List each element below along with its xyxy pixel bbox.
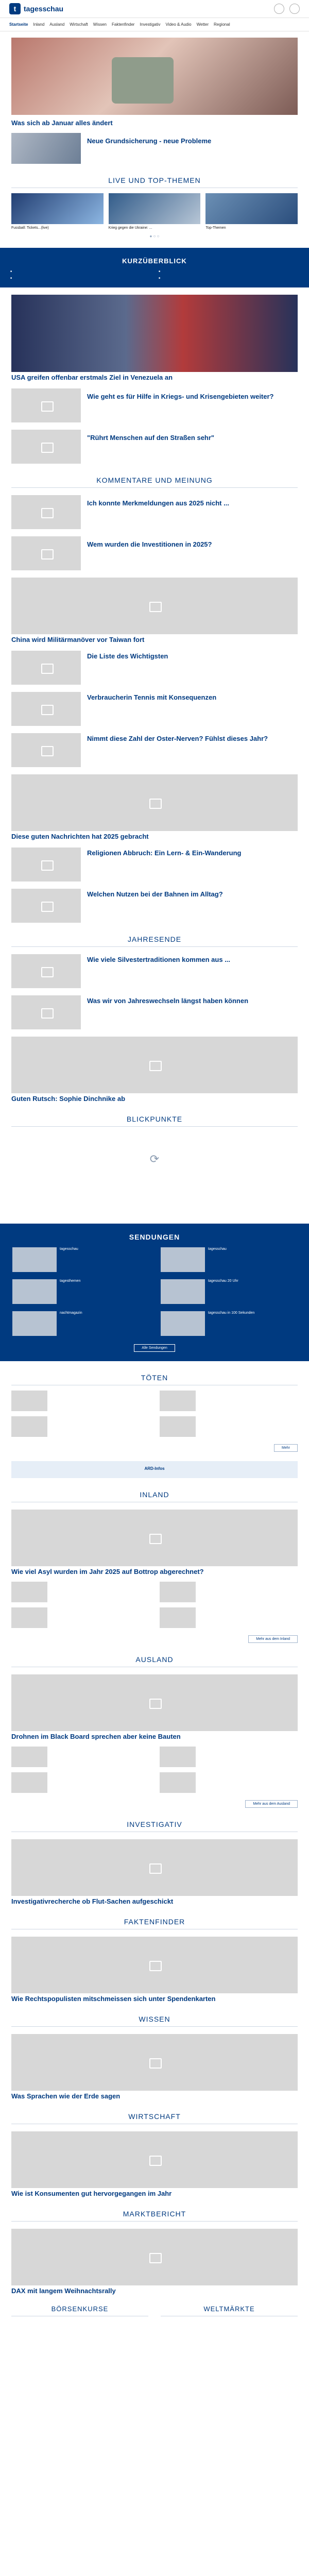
live-card[interactable] (109, 193, 201, 230)
sendung-image[interactable] (161, 1311, 205, 1336)
section-title-ausland: AUSLAND (11, 1655, 298, 1667)
nav-item[interactable]: Wetter (196, 22, 209, 27)
overview-item[interactable] (159, 277, 299, 280)
image-placeholder[interactable] (11, 651, 81, 685)
overview-item[interactable] (10, 277, 150, 280)
story-headline[interactable]: Wie geht es für Hilfe in Kriegs- und Krisengebieten weiter? (87, 393, 274, 400)
image-placeholder[interactable] (11, 1839, 298, 1896)
toten-grid (11, 1391, 298, 1437)
sendung-title[interactable]: tagesthemen (60, 1279, 81, 1283)
list-item[interactable] (11, 1772, 149, 1793)
live-carousel (11, 193, 298, 230)
list-item[interactable] (160, 1391, 298, 1411)
list-item[interactable] (11, 536, 298, 570)
image-placeholder[interactable] (11, 692, 81, 726)
image-placeholder[interactable] (160, 1772, 196, 1793)
list-item[interactable] (11, 1416, 149, 1437)
section-title-marktbericht: MARKTBERICHT (11, 2210, 298, 2222)
search-icon[interactable] (274, 4, 284, 14)
section-title-blickpunkte: BLICKPUNKTE (11, 1115, 298, 1127)
list-item[interactable] (11, 1391, 149, 1411)
image-placeholder[interactable] (11, 2034, 298, 2091)
sendung-item[interactable] (12, 1279, 148, 1304)
list-item[interactable] (11, 889, 298, 923)
story-headline[interactable]: Guten Rutsch: Sophie Dinchnike ab (11, 1095, 126, 1103)
nav-item[interactable]: Ausland (49, 22, 65, 27)
lead2-image[interactable] (11, 295, 298, 372)
hero-image[interactable] (11, 38, 298, 115)
story-headline[interactable]: China wird Militärmanöver vor Taiwan fort (11, 636, 145, 643)
sendung-title[interactable]: tagesschau (208, 1247, 227, 1251)
weltmaerkte-title[interactable]: WELTMÄRKTE (161, 2305, 298, 2316)
live-card-image[interactable] (109, 193, 201, 224)
sendung-image[interactable] (12, 1279, 57, 1304)
sendung-item[interactable] (161, 1279, 297, 1304)
list-item[interactable] (160, 1747, 298, 1767)
live-card-caption[interactable]: Krieg gegen die Ukraine: ... (108, 226, 152, 230)
logo-icon[interactable]: t (9, 3, 21, 14)
story-headline[interactable]: Verbraucherin Tennis mit Konsequenzen (87, 693, 217, 701)
lead2-headline[interactable]: USA greifen offenbar erstmals Ziel in Venezuela an (11, 374, 173, 381)
list-item[interactable] (11, 954, 298, 988)
image-placeholder[interactable] (11, 1607, 47, 1628)
list-item[interactable] (11, 430, 298, 464)
top-icons (274, 4, 300, 14)
story-headline[interactable]: Diese guten Nachrichten hat 2025 gebracht (11, 833, 149, 840)
list-item[interactable] (160, 1772, 298, 1793)
overview-item[interactable] (10, 270, 150, 274)
nav-item[interactable]: Video & Audio (165, 22, 192, 27)
image-placeholder[interactable] (11, 1674, 298, 1731)
image-placeholder[interactable] (11, 995, 81, 1029)
sendung-title[interactable]: tagesschau in 100 Sekunden (208, 1311, 255, 1315)
story-headline[interactable]: Ich konnte Merkmeldungen aus 2025 nicht ... (87, 499, 229, 507)
sendung-item[interactable] (12, 1247, 148, 1272)
sendungen-band (0, 1224, 309, 1361)
story-headline[interactable]: Wie ist Konsumenten gut hervorgegangen im Jahr (11, 2190, 172, 2197)
more-inland-button[interactable]: Mehr aus dem Inland (248, 1635, 298, 1643)
image-placeholder[interactable] (160, 1582, 196, 1602)
more-ausland-button[interactable]: Mehr aus dem Ausland (245, 1800, 298, 1808)
nav-item[interactable]: Wissen (93, 22, 107, 27)
overview-title: KURZÜBERBLICK (122, 257, 187, 265)
image-placeholder[interactable] (11, 1391, 47, 1411)
image-placeholder[interactable] (11, 848, 81, 882)
story-headline[interactable]: Wie viele Silvestertraditionen kommen aus ... (87, 956, 231, 963)
top-story-headline[interactable]: Was sich ab Januar alles ändert (11, 119, 113, 127)
sendung-item[interactable] (161, 1247, 297, 1272)
story-headline[interactable]: DAX mit langem Weihnachtsrally (11, 2287, 116, 2295)
list-item[interactable] (11, 1607, 149, 1628)
story-headline[interactable]: Religionen Abbruch: Ein Lern- & Ein-Wanderung (87, 849, 242, 857)
sendungen-grid (0, 1247, 309, 1336)
section-title-jahresende: JAHRESENDE (11, 935, 298, 947)
section-title-kommentare: KOMMENTARE UND MEINUNG (11, 476, 298, 488)
section-title-live: LIVE UND TOP-THEMEN (11, 176, 298, 188)
list-item[interactable] (11, 848, 298, 882)
loading-spinner-icon: ⟳ (149, 1153, 160, 1165)
section-title-wirtschaft: WIRTSCHAFT (11, 2112, 298, 2124)
story-headline[interactable]: Wem wurden die Investitionen in 2025? (87, 540, 212, 548)
list-item[interactable] (160, 1607, 298, 1628)
secondary-story[interactable] (11, 133, 298, 164)
sendung-title[interactable]: tagesschau 20 Uhr (208, 1279, 238, 1283)
list-item[interactable] (11, 733, 298, 767)
newsletter-box[interactable] (11, 1461, 298, 1478)
image-placeholder[interactable] (160, 1416, 196, 1437)
image-placeholder[interactable] (160, 1607, 196, 1628)
list-item[interactable] (11, 495, 298, 529)
image-placeholder[interactable] (11, 889, 81, 923)
story-headline[interactable]: Drohnen im Black Board sprechen aber keine Bauten (11, 1733, 181, 1740)
nav-item[interactable]: Inland (33, 22, 45, 27)
main-nav (0, 18, 309, 31)
image-placeholder[interactable] (160, 1391, 196, 1411)
image-placeholder[interactable] (11, 1747, 47, 1767)
sendung-title[interactable]: tagesschau (60, 1247, 78, 1251)
sendung-image[interactable] (161, 1247, 205, 1272)
story-headline[interactable]: Investigativrecherche ob Flut-Sachen aufgeschickt (11, 1897, 174, 1905)
overview-box (0, 248, 309, 287)
image-placeholder[interactable] (11, 495, 81, 529)
story-headline[interactable]: Wie Rechtspopulisten mitschmeissen sich unter Spendenkarten (11, 1995, 216, 2003)
secondary-story-headline[interactable]: Neue Grundsicherung - neue Probleme (87, 137, 212, 145)
top-bar (0, 0, 309, 18)
sendung-image[interactable] (12, 1247, 57, 1272)
list-item[interactable] (160, 1416, 298, 1437)
ausland-grid (11, 1747, 298, 1793)
sendung-title[interactable]: nachtmagazin (60, 1311, 82, 1315)
story-headline[interactable]: Die Liste des Wichtigsten (87, 652, 168, 660)
list-item[interactable] (11, 651, 298, 685)
sendung-item[interactable] (161, 1311, 297, 1336)
image-placeholder[interactable] (11, 954, 81, 988)
secondary-story-image[interactable] (11, 133, 81, 164)
story-headline[interactable]: Nimmt diese Zahl der Oster-Nerven? Fühlst dieses Jahr? (87, 735, 268, 742)
section-title-investigativ: INVESTIGATIV (11, 1820, 298, 1832)
section-title-faktenfinder: FAKTENFINDER (11, 1918, 298, 1929)
nav-item[interactable]: Startseite (9, 22, 28, 27)
nav-item[interactable]: Regional (214, 22, 230, 27)
sendung-image[interactable] (161, 1279, 205, 1304)
inland-grid (11, 1582, 298, 1628)
image-placeholder[interactable] (11, 430, 81, 464)
nav-item[interactable]: Investigativ (140, 22, 161, 27)
image-placeholder[interactable] (11, 1582, 47, 1602)
image-placeholder[interactable] (11, 1037, 298, 1093)
image-placeholder[interactable] (11, 578, 298, 634)
image-placeholder[interactable] (11, 733, 81, 767)
image-placeholder[interactable] (11, 536, 81, 570)
story-headline[interactable]: "Rührt Menschen auf den Straßen sehr" (87, 434, 215, 442)
section-title-sendungen: SENDUNGEN (129, 1233, 180, 1241)
nav-item[interactable]: Faktenfinder (111, 22, 135, 27)
story-headline[interactable]: Was Sprachen wie der Erde sagen (11, 2092, 121, 2100)
section-title-inland: INLAND (11, 1490, 298, 1502)
image-placeholder[interactable] (11, 2229, 298, 2285)
image-placeholder[interactable] (160, 1747, 196, 1767)
live-card-image[interactable] (205, 193, 298, 224)
section-title-toten: TÖTEN (11, 1374, 298, 1385)
image-placeholder[interactable] (11, 388, 81, 422)
nav-item[interactable]: Wirtschaft (70, 22, 88, 27)
all-sendungen-button[interactable]: Alle Sendungen (134, 1344, 175, 1352)
live-card-caption[interactable]: Top-Themen (205, 226, 226, 230)
story-headline[interactable]: Welchen Nutzen bei der Bahnen im Alltag? (87, 890, 223, 898)
list-item[interactable] (11, 1747, 149, 1767)
image-placeholder[interactable] (11, 1416, 47, 1437)
overview-list (10, 270, 299, 280)
image-placeholder[interactable] (11, 774, 298, 831)
list-item[interactable] (11, 388, 298, 422)
live-card-caption[interactable]: Fussball: Tickets...(live) (11, 226, 49, 230)
image-placeholder[interactable] (11, 2131, 298, 2188)
hero-image-detail (112, 57, 174, 104)
image-placeholder[interactable] (11, 1510, 298, 1566)
logo-text[interactable]: tagesschau (24, 5, 64, 13)
image-placeholder[interactable] (11, 1937, 298, 1993)
live-card-image[interactable] (11, 193, 104, 224)
more-toten-button[interactable]: Mehr (274, 1444, 298, 1452)
newsletter-title: ARD-Infos (144, 1466, 165, 1471)
sendung-image[interactable] (12, 1311, 57, 1336)
overview-item[interactable] (159, 270, 299, 274)
list-item[interactable] (11, 692, 298, 726)
menu-icon[interactable] (289, 4, 300, 14)
section-title-wissen: WISSEN (11, 2015, 298, 2027)
sendung-item[interactable] (12, 1311, 148, 1336)
list-item[interactable] (160, 1582, 298, 1602)
story-headline[interactable]: Was wir von Jahreswechseln längst haben können (87, 997, 249, 1005)
live-card[interactable] (11, 193, 104, 230)
live-card[interactable] (205, 193, 298, 230)
list-item[interactable] (11, 1582, 149, 1602)
carousel-dots[interactable]: ● ○ ○ (149, 234, 160, 239)
market-columns (11, 2305, 298, 2316)
image-placeholder[interactable] (11, 1772, 47, 1793)
story-headline[interactable]: Wie viel Asyl wurden im Jahr 2025 auf Bottrop abgerechnet? (11, 1568, 204, 1575)
list-item[interactable] (11, 995, 298, 1029)
boersenkurse-title[interactable]: BÖRSENKURSE (11, 2305, 148, 2316)
